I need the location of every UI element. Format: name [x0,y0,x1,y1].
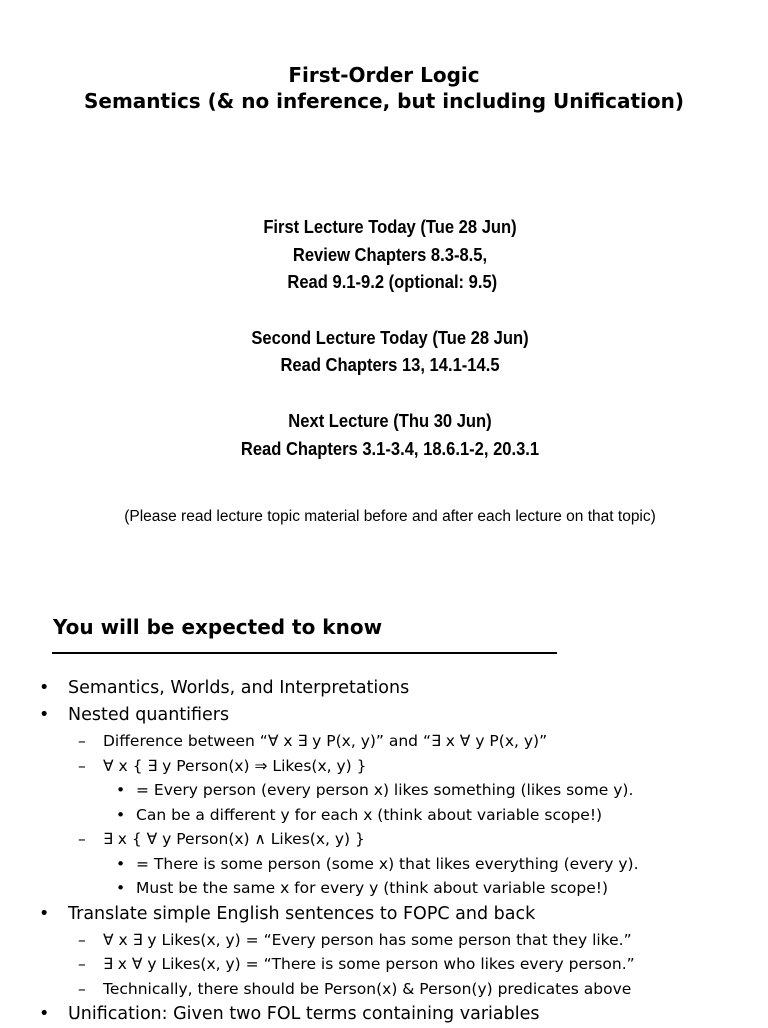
lecture-schedule [31,214,749,463]
bullet-item-level-2 [0,729,768,754]
bullet-icon: • [116,781,126,799]
bullet-icon: • [116,805,126,824]
bullet-icon: • [39,678,50,698]
slide-title [0,62,768,114]
bullet-text: ∃ x { ∀ y Person(x) ∧ Likes(x, y) } [103,830,365,848]
schedule-line: Read 9.1-9.2 (optional: 9.5) [282,272,498,293]
schedule-line: Next Lecture (Thu 30 Jun) [288,410,492,431]
bullet-item-level-2 [0,952,768,977]
bullet-icon: • [39,903,50,924]
schedule-line: Second Lecture Today (Tue 28 Jun) [251,327,529,348]
bullet-item-level-2 [0,928,768,953]
title-line-1: First-Order Logic [288,63,480,87]
bullet-item-level-2 [0,754,768,779]
schedule-line: Review Chapters 8.3-8.5, [292,244,488,265]
title-line-2: Semantics (& no inference, but including Unification) [83,89,685,113]
schedule-line: Read Chapters 13, 14.1-14.5 [280,355,500,376]
bullet-text: Nested quantifiers [68,705,230,725]
bullet-text: Unification: Given two FOL terms containing variables [68,1004,540,1024]
dash-icon: – [78,756,86,775]
learning-objectives-list [0,675,768,1028]
section-heading: You will be expected to know [53,615,383,639]
reading-note: (Please read lecture topic material before and after each lecture on that topic) [124,508,656,525]
dash-icon: – [78,955,86,973]
bullet-text: Semantics, Worlds, and Interpretations [68,678,410,698]
bullet-item-level-2 [0,977,768,1002]
bullet-icon: • [39,1004,50,1024]
bullet-icon: • [116,854,126,873]
schedule-spacer [31,297,749,325]
bullet-item-level-2 [0,827,768,852]
bullet-text: Can be a different y for each x (think about variable scope!) [136,805,603,824]
bullet-item-level-1 [0,675,768,702]
bullet-text: Must be the same x for every y (think about variable scope!) [136,879,609,897]
bullet-item-level-3 [0,778,768,803]
bullet-item-level-1 [0,702,768,729]
dash-icon: – [78,930,86,949]
bullet-text: ∀ x { ∃ y Person(x) ⇒ Likes(x, y) } [103,756,367,775]
bullet-icon: • [39,705,50,725]
bullet-item-level-3 [0,852,768,877]
schedule-spacer [31,380,749,408]
schedule-line: First Lecture Today (Tue 28 Jun) [263,217,517,237]
bullet-text: Difference between “∀ x ∃ y P(x, y)” and “∃ x ∀ y P(x, y)” [103,732,548,750]
bullet-item-level-1 [0,901,768,928]
bullet-text: ∀ x ∃ y Likes(x, y) = “Every person has some person that they like.” [103,930,632,949]
dash-icon: – [78,830,86,848]
bullet-text: ∃ x ∀ y Likes(x, y) = “There is some person who likes every person.” [103,955,635,973]
bullet-icon: • [116,879,126,897]
bullet-item-level-3 [0,876,768,901]
dash-icon: – [78,732,86,750]
bullet-text: Technically, there should be Person(x) & Person(y) predicates above [103,979,632,998]
dash-icon: – [78,979,86,998]
heading-underline [52,652,557,654]
schedule-line: Read Chapters 3.1-3.4, 18.6.1-2, 20.3.1 [240,438,540,459]
bullet-text: = Every person (every person x) likes something (likes some y). [136,781,634,799]
bullet-item-level-3 [0,803,768,828]
bullet-text: = There is some person (some x) that likes everything (every y). [136,854,639,873]
bullet-text: Translate simple English sentences to FOPC and back [68,903,536,924]
